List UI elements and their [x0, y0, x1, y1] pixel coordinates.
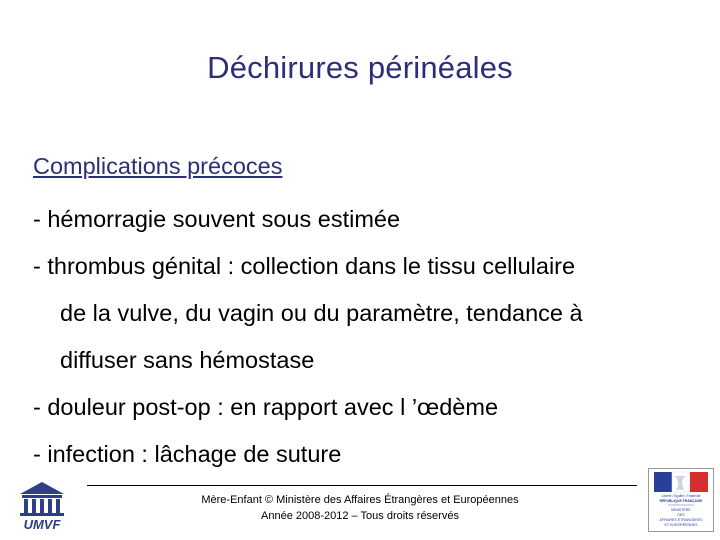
bullet-line: - douleur post-op : en rapport avec l ’œdème [33, 394, 499, 420]
slide-content [33, 150, 713, 478]
footer-line-copyright: Mère-Enfant © Ministère des Affaires Étrangères et Européennes [201, 494, 519, 506]
ministry-caption-line: AFFAIRES ÉTRANGÈRES [659, 518, 703, 522]
bullet-item [33, 384, 713, 431]
bullet-line: diffuser sans hémostase [60, 347, 315, 373]
umvf-logo-text: UMVF [23, 517, 61, 532]
ministry-logo [648, 468, 714, 532]
bullet-line: - thrombus génital : collection dans le tissu cellulaire [33, 253, 576, 279]
slide-title: Déchirures périnéales [207, 50, 513, 85]
bullet-item [33, 431, 713, 478]
bullet-line: - infection : lâchage de suture [33, 441, 342, 467]
bullet-line: de la vulve, du vagin ou du paramètre, tendance à [60, 300, 583, 326]
ministry-caption-line: MINISTÈRE [671, 508, 691, 512]
bullet-line: - hémorragie souvent sous estimée [33, 206, 401, 232]
section-heading: Complications précoces [33, 153, 283, 179]
bullet-item [33, 196, 713, 243]
footer-text [150, 492, 570, 524]
bullet-item [33, 243, 713, 384]
ministry-motto: Liberté • Égalité • Fraternité [661, 494, 701, 498]
footer-divider [87, 485, 637, 486]
ministry-caption-line: DES [677, 513, 685, 517]
ministry-caption-line: ET EUROPÉENNES [664, 523, 698, 527]
footer-line-year: Année 2008-2012 – Tous droits réservés [261, 510, 459, 522]
ministry-republic: RÉPUBLIQUE FRANÇAISE [659, 499, 703, 503]
umvf-logo [12, 476, 72, 532]
